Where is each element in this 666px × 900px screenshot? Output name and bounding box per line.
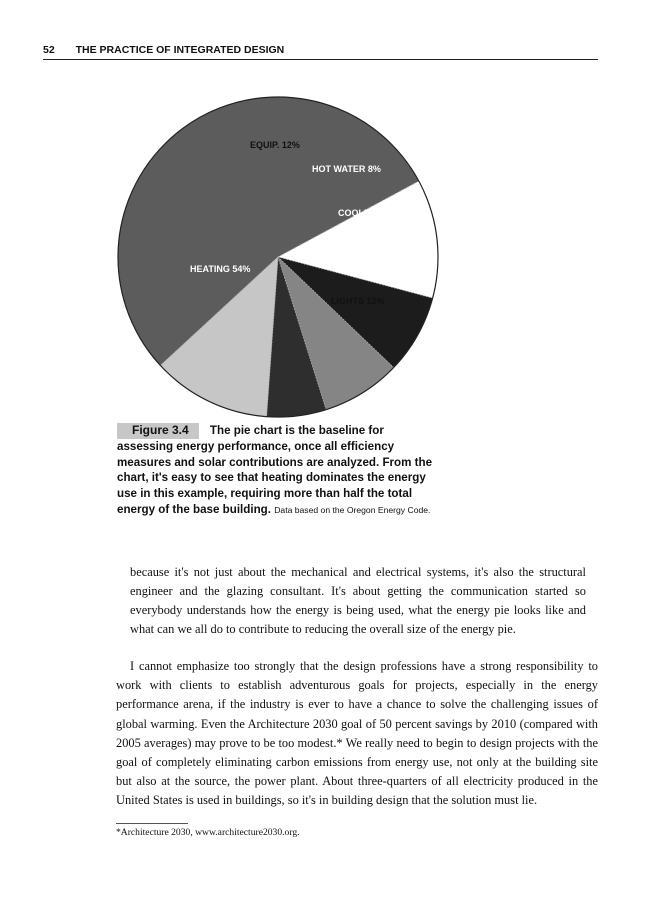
- figure-label: Figure 3.4: [117, 423, 199, 439]
- pie-chart: [110, 96, 450, 421]
- page-number: 52: [43, 44, 55, 56]
- running-title: THE PRACTICE OF INTEGRATED DESIGN: [75, 44, 285, 56]
- running-head: [43, 44, 598, 60]
- pie-slice-label: EQUIP. 12%: [250, 140, 300, 150]
- footnote-rule: [116, 823, 188, 824]
- body-paragraph-2: I cannot emphasize too strongly that the design professions have a strong responsibility to work with clients to establish adventurous goals for projects, especially in the energy performance arena, if the industry is ever to have a chance to solve the challenging issues of global warming. Even the Architecture 2030 goal of 50 percent savings by 2010 (compared with 2005 averages) may prove to be too modest.* We really need to begin to design projects with the goal of completely eliminating carbon emissions from energy use, not only at the building site but also at the source, the power plant. About three-quarters of all electricity produced in the United States is used in buildings, so it's in building design that the solution must lie.: [116, 659, 598, 808]
- pie-slice-label: HEATING 54%: [190, 264, 251, 274]
- pie-slice-label: LIGHTS 12%: [331, 296, 385, 306]
- caption-source: Data based on the Oregon Energy Code.: [274, 504, 431, 515]
- caption-text: The pie chart is the baseline for assessing energy performance, once all efficiency measures and solar contributions are analyzed. From the chart, it's easy to see that heating dominates the energy use in this example, requiring more than half the total energy of the base building.: [117, 424, 433, 516]
- footnote: *Architecture 2030, www.architecture2030.org.: [116, 827, 300, 838]
- figure-caption: [117, 423, 435, 519]
- pie-slice-label: FANS 6%: [377, 249, 417, 259]
- pie-slice-label: HOT WATER 8%: [312, 164, 381, 174]
- body-paragraph-1: because it's not just about the mechanical and electrical systems, it's also the structural engineer and the glazing consultant. It's about getting the communication started so everybody understands how the energy is being used, what the energy pie looks like and what can we all do to contribute to reducing the overall size of the energy pie.: [130, 565, 586, 636]
- pie-slice-label: COOLING 8%: [338, 208, 396, 218]
